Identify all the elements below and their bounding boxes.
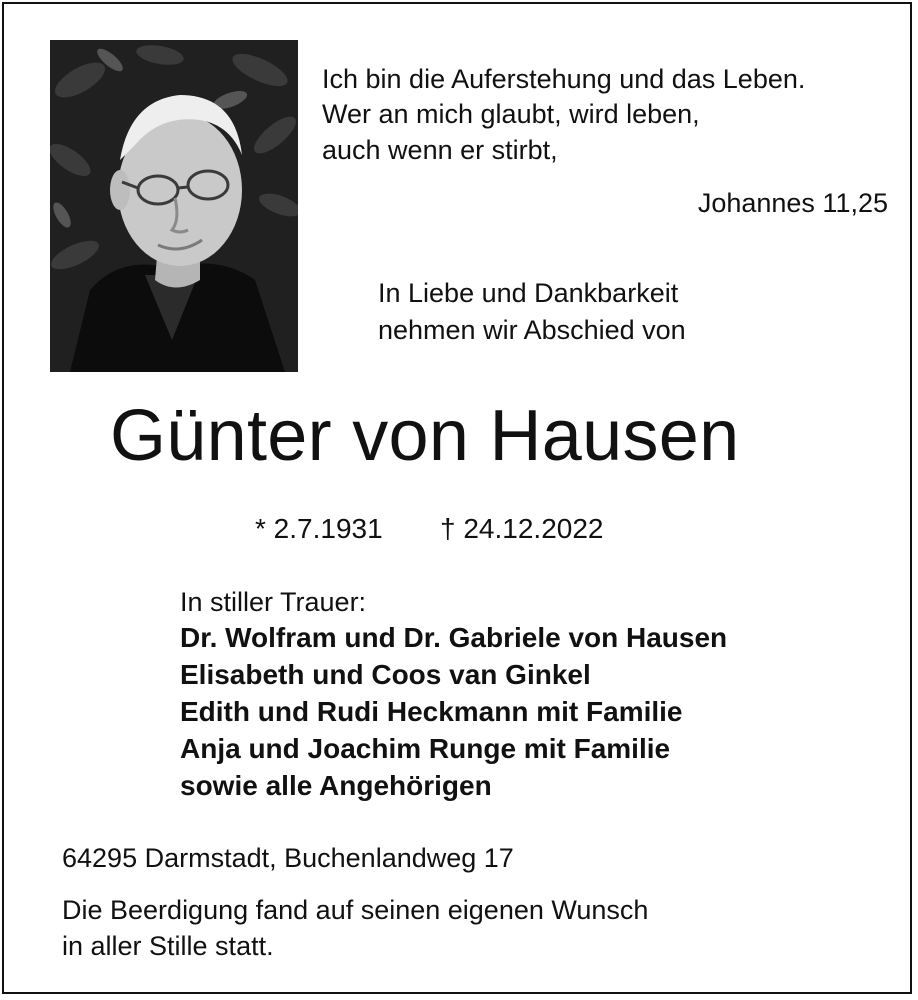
bible-verse-line: Wer an mich glaubt, wird leben, [322, 99, 700, 129]
mourner-name: Anja und Joachim Runge mit Familie [180, 733, 671, 764]
mourning-label: In stiller Trauer: [180, 587, 367, 617]
mourner-name: sowie alle Angehörigen [180, 770, 492, 801]
family-address: 64295 Darmstadt, Buchenlandweg 17 [62, 843, 514, 873]
funeral-notice-line: Die Beerdigung fand auf seinen eigenen Wunsch [62, 895, 649, 925]
birth-date: * 2.7.1931 [255, 513, 383, 544]
deceased-name: Günter von Hausen [110, 396, 740, 476]
farewell-intro-line: In Liebe und Dankbarkeit [378, 278, 679, 308]
mourner-name: Dr. Wolfram und Dr. Gabriele von Hausen [180, 622, 728, 653]
bible-verse-line: auch wenn er stirbt, [322, 135, 558, 165]
portrait-photo [50, 40, 298, 372]
mourner-name: Elisabeth und Coos van Ginkel [180, 659, 591, 690]
bible-verse-reference: Johannes 11,25 [697, 188, 888, 218]
farewell-intro-line: nehmen wir Abschied von [378, 315, 686, 345]
bible-verse-line: Ich bin die Auferstehung und das Leben. [322, 64, 806, 94]
death-date: † 24.12.2022 [440, 513, 604, 544]
funeral-notice-line: in aller Stille statt. [62, 931, 274, 961]
mourner-name: Edith und Rudi Heckmann mit Familie [180, 696, 683, 727]
